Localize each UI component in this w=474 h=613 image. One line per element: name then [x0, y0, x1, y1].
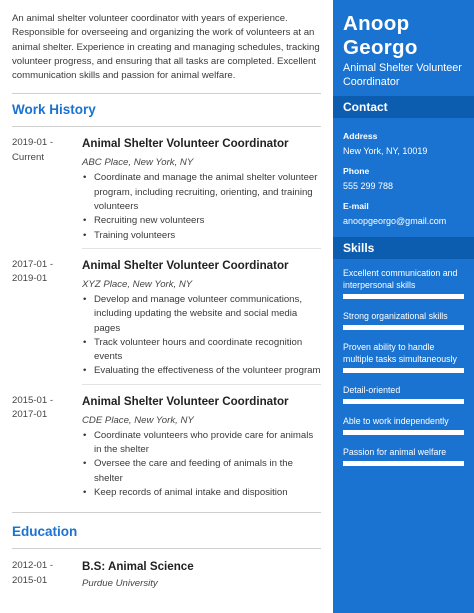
skill-label: Passion for animal welfare: [343, 447, 447, 457]
job-tagline: Animal Shelter Volunteer Coordinator: [343, 62, 462, 88]
job-date-start: 2015-01 -: [12, 394, 54, 406]
job-bullet: • Coordinate volunteers who provide care for animals in the shelter: [82, 429, 321, 458]
job-entry: [12, 394, 321, 500]
job-separator: [82, 248, 321, 249]
job-location: ABC Place, New York, NY: [82, 157, 194, 169]
professional-summary: An animal shelter volunteer coordinator with years of experience. Responsible for overseeing and organizing the work of volunteers at an animal shelter. Experience in creating and managing schedules, tracking volunteer progress, and ensuring that all tasks are completed. Excellent communication skills and passion for animal welfare.: [12, 13, 320, 82]
job-title: Animal Shelter Volunteer Coordinator: [82, 258, 289, 272]
job-bullet: • Evaluating the effectiveness of the volunteer program: [82, 364, 321, 378]
skill-label: Detail-oriented: [343, 385, 401, 395]
job-title: Animal Shelter Volunteer Coordinator: [82, 137, 289, 151]
phone-value: 555 299 788: [343, 181, 394, 191]
job-bullets: [82, 293, 321, 379]
summary-divider: [12, 93, 321, 94]
job-bullet: • Track volunteer hours and coordinate recognition events: [82, 336, 321, 365]
work-history-rule: [12, 126, 321, 127]
education-date-start: 2012-01 -: [12, 560, 54, 572]
contact-heading: Contact: [333, 96, 474, 118]
education-details: [82, 559, 321, 590]
skill-label: Proven ability to handle multiple tasks simultaneously: [343, 342, 457, 364]
education-rule: [12, 548, 321, 549]
skill-level-bar: [343, 430, 464, 435]
address-value: New York, NY, 10019: [343, 146, 428, 156]
skill-label: Strong organizational skills: [343, 311, 448, 321]
job-bullet: • Oversee the care and feeding of animals in the shelter: [82, 457, 321, 486]
job-bullet: • Keep records of animal intake and disposition: [82, 486, 321, 500]
email-label: E-mail: [343, 201, 369, 211]
job-date-end: 2019-01: [12, 273, 48, 285]
job-date-start: 2017-01 -: [12, 258, 54, 270]
work-history-heading: Work History: [12, 102, 96, 118]
degree-title: B.S: Animal Science: [82, 560, 194, 574]
contact-section: [333, 118, 474, 227]
school-name: Purdue University: [82, 578, 158, 590]
skill-label: Able to work independently: [343, 416, 449, 426]
last-name: Georgo: [343, 36, 418, 59]
job-date-end: Current: [12, 151, 44, 163]
job-bullet: • Develop and manage volunteer communications, including updating the website and social media pages: [82, 293, 321, 336]
skill-level-bar: [343, 399, 464, 404]
skill-level-bar: [343, 368, 464, 373]
job-separator: [82, 384, 321, 385]
job-dates: [12, 394, 82, 500]
job-date-start: 2019-01 -: [12, 137, 54, 149]
first-name: Anoop: [343, 12, 410, 35]
job-bullets: [82, 171, 321, 242]
address-label: Address: [343, 131, 378, 141]
phone-label: Phone: [343, 166, 370, 176]
skill-level-bar: [343, 294, 464, 299]
job-date-end: 2017-01: [12, 409, 48, 421]
education-date-end: 2015-01: [12, 574, 48, 586]
education-dates: [12, 559, 82, 590]
email-value[interactable]: anoopgeorgo@gmail.com: [343, 216, 447, 226]
job-details: [82, 136, 321, 242]
education-top-rule: [12, 512, 321, 513]
job-dates: [12, 136, 82, 242]
skill-level-bar: [343, 325, 464, 330]
job-location: CDE Place, New York, NY: [82, 414, 194, 426]
job-location: XYZ Place, New York, NY: [82, 278, 193, 290]
candidate-name: [343, 12, 474, 60]
job-title: Animal Shelter Volunteer Coordinator: [82, 394, 289, 408]
job-bullet: • Training volunteers: [82, 229, 321, 243]
skill-label: Excellent communication and interpersonal skills: [343, 268, 458, 290]
skills-heading: Skills: [333, 237, 474, 259]
job-list: [12, 136, 321, 500]
job-bullets: [82, 429, 321, 500]
skills-section: [333, 259, 474, 466]
education-entry: [12, 559, 321, 590]
job-details: [82, 258, 321, 379]
job-dates: [12, 258, 82, 379]
sidebar: [333, 0, 474, 613]
job-entry: [12, 136, 321, 242]
job-details: [82, 394, 321, 500]
education-heading: Education: [12, 524, 78, 540]
job-bullet: • Recruiting new volunteers: [82, 214, 321, 228]
job-entry: [12, 258, 321, 379]
job-bullet: • Coordinate and manage the animal shelter volunteer program, including recruiting, orienting, and training volunteers: [82, 171, 321, 214]
skill-level-bar: [343, 461, 464, 466]
